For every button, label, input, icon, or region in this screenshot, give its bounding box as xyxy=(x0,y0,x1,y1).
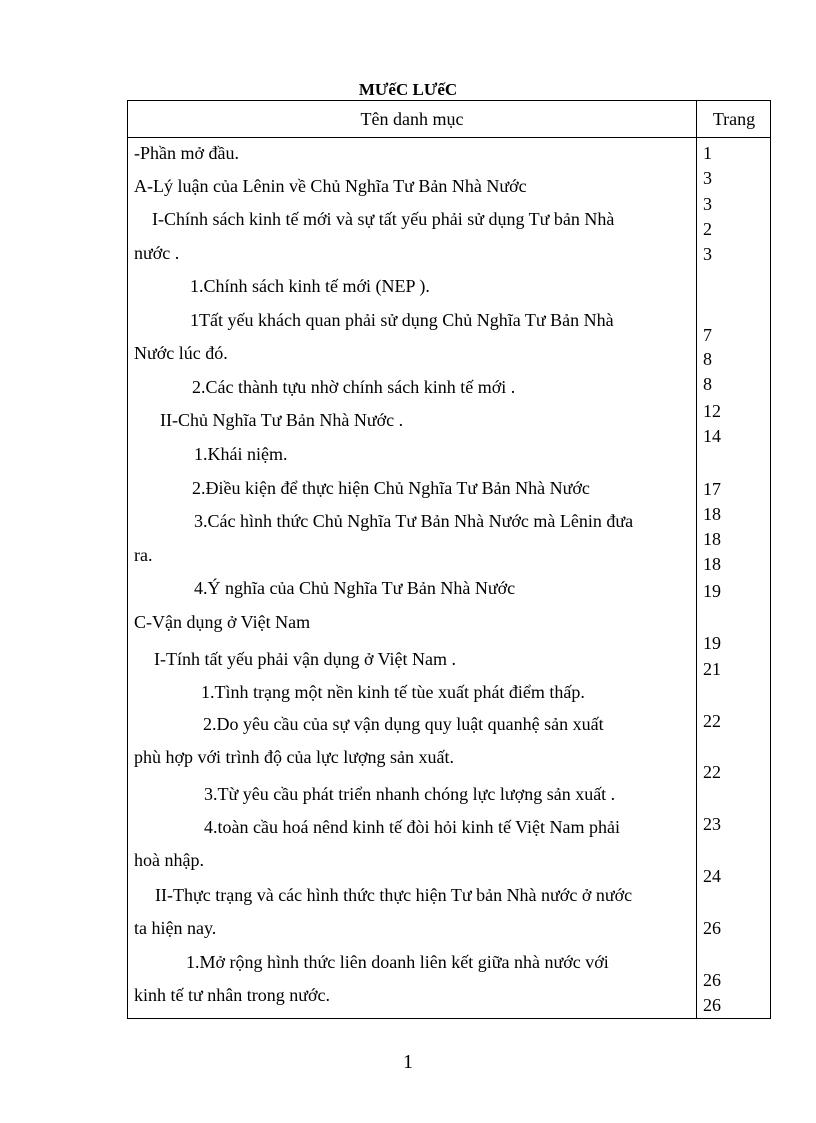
toc-entry: ra. xyxy=(134,545,153,565)
toc-page: 8 xyxy=(703,349,712,369)
toc-page: 19 xyxy=(703,633,721,653)
toc-entry: ta hiện nay. xyxy=(134,918,217,938)
toc-entry: 3.Từ yêu cầu phát triển nhanh chóng lực lượng sản xuất . xyxy=(204,784,616,804)
toc-entry: Nước lúc đó. xyxy=(134,343,228,363)
toc-page: 1 xyxy=(703,143,712,163)
toc-entry: 1.Tình trạng một nền kinh tế tùe xuất phát điểm thấp. xyxy=(201,682,585,702)
toc-entry: C-Vận dụng ở Việt Nam xyxy=(134,612,311,632)
toc-page: 22 xyxy=(703,711,721,731)
toc-entry: A-Lý luận của Lênin về Chủ Nghĩa Tư Bản Nhà Nước xyxy=(134,176,527,196)
toc-page: 24 xyxy=(703,866,721,886)
toc-title: MƯếC LƯếC xyxy=(358,80,458,99)
col-header-page: Trang xyxy=(712,109,756,129)
toc-entry: 1.Chính sách kinh tế mới (NEP ). xyxy=(190,276,430,296)
toc-entry: 3.Các hình thức Chủ Nghĩa Tư Bản Nhà Nước mà Lênin đưa xyxy=(194,511,634,531)
toc-entry: 1.Khái niệm. xyxy=(194,444,288,464)
toc-page: 18 xyxy=(703,504,721,524)
toc-entry: 2.Các thành tựu nhờ chính sách kinh tế mới . xyxy=(192,377,516,397)
toc-table xyxy=(127,100,771,1019)
toc-entry: 4.toàn cầu hoá nênd kinh tế đòi hỏi kinh tế Việt Nam phải xyxy=(204,817,620,837)
toc-entry: II-Chủ Nghĩa Tư Bản Nhà Nước . xyxy=(160,410,404,430)
col-header-name: Tên danh mục xyxy=(360,109,464,129)
toc-entry: I-Tính tất yếu phải vận dụng ở Việt Nam . xyxy=(154,649,457,669)
toc-page: 22 xyxy=(703,762,721,782)
column-divider xyxy=(696,101,697,1018)
toc-entry: kinh tế tư nhân trong nước. xyxy=(134,985,330,1005)
toc-page: 3 xyxy=(703,168,712,188)
toc-entry: 2.Điều kiện để thực hiện Chủ Nghĩa Tư Bản Nhà Nước xyxy=(192,478,590,498)
toc-page: 23 xyxy=(703,814,721,834)
toc-entry: II-Thực trạng và các hình thức thực hiện Tư bản Nhà nước ở nước xyxy=(155,885,633,905)
toc-page: 3 xyxy=(703,244,712,264)
toc-page: 18 xyxy=(703,529,721,549)
toc-entry: 1Tất yếu khách quan phải sử dụng Chủ Nghĩa Tư Bản Nhà xyxy=(190,310,614,330)
toc-page: 26 xyxy=(703,970,721,990)
toc-page: 19 xyxy=(703,581,721,601)
toc-page: 17 xyxy=(703,479,721,499)
toc-page: 2 xyxy=(703,219,712,239)
toc-page: 18 xyxy=(703,554,721,574)
toc-page: 12 xyxy=(703,401,721,421)
page-number: 1 xyxy=(403,1051,413,1073)
toc-page: 7 xyxy=(703,325,712,345)
toc-entry: -Phần mở đầu. xyxy=(134,143,240,163)
toc-entry: 4.Ý nghĩa của Chủ Nghĩa Tư Bản Nhà Nước xyxy=(194,578,516,598)
toc-page: 26 xyxy=(703,918,721,938)
toc-page: 14 xyxy=(703,426,721,446)
toc-entry: I-Chính sách kinh tế mới và sự tất yếu phải sử dụng Tư bản Nhà xyxy=(152,209,615,229)
toc-entry: hoà nhập. xyxy=(134,850,204,870)
toc-page: 26 xyxy=(703,995,721,1015)
toc-page: 21 xyxy=(703,659,721,679)
toc-page: 3 xyxy=(703,194,712,214)
header-divider xyxy=(128,137,770,138)
toc-entry: 2.Do yêu cầu của sự vận dụng quy luật quanhệ sản xuất xyxy=(203,714,604,734)
toc-entry: nước . xyxy=(134,243,180,263)
toc-entry: phù hợp với trình độ của lực lượng sản xuất. xyxy=(134,747,455,767)
toc-page: 8 xyxy=(703,374,712,394)
toc-entry: 1.Mở rộng hình thức liên doanh liên kết giữa nhà nước với xyxy=(186,952,609,972)
